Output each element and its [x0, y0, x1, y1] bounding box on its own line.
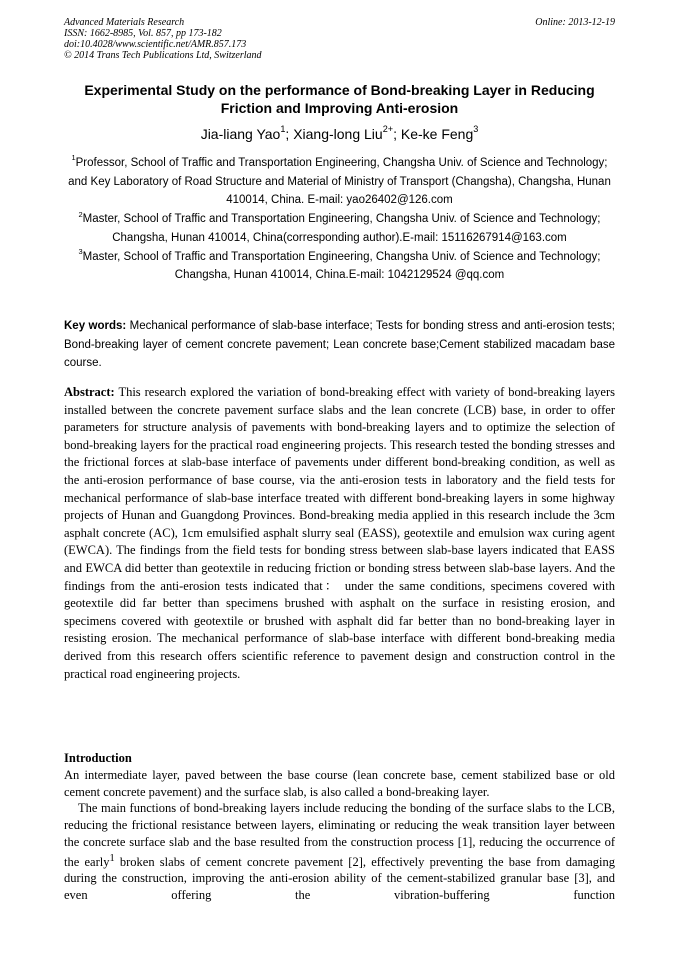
abstract-text: This research explored the variation of bond-breaking effect with variety of bond-breaking layers installed between the concrete pavement surface slabs and the lean concrete (LCB) base, in order to offer parameters for structure analysis of pavements with bond-breaking layers and to optimize the selection of bond-breaking layers for the practical road engineering projects. This research tested the bonding stresses and the frictional forces at slab-base interface of pavements under different bond-breaking condition, as well as the anti-erosion performance of base course, via the anti-erosion tests in laboratory and the field tests for mechanical performance of slab-base interface treated with different bond-breaking layers in some highway projects of Hunan and Guangdong Provinces. Bond-breaking media applied in this research include the 3cm asphalt concrete (AC), 1cm emulsified asphalt slurry seal (EASS), geotextile and emulsion wax curing agent (EWCA). The findings from the field tests for bonding stress between slab-base layers indicated that EASS and EWCA did better than geotextile in reducing friction or bonding stress between slab-base layers. And the findings from the anti-erosion tests indicated that： under the same conditions, specimens covered with geotextile did far better than specimens brushed with asphalt on the surface in resisting erosion, and specimens covered with geotextile or brushed with asphalt did far better than no bond-breaking layer in resisting erosion. The mechanical performance of slab-base interface with different bond-breaking media derived from this research offers scientific reference to pavement design and construction control in the practical road engineering projects.: [64, 385, 615, 681]
author-name: Xiang-long Liu: [293, 126, 383, 142]
footnote-marker: 1: [109, 852, 115, 864]
issn-line: ISSN: 1662-8985, Vol. 857, pp 173-182: [64, 28, 222, 39]
paragraph-text: The main functions of bond-breaking layers include reducing the bonding of the surface slabs to the LCB, reducing the frictional resistance between layers, eliminating or reducing the weak transition layer between the concrete surface slab and the base resulted from the construction process [1], reducing the occurrence of the early: [64, 801, 615, 869]
paragraph-text: broken slabs of cement concrete pavement [2], effectively preventing the base from damaging during the construction, improving the anti-erosion ability of the cement-stabilized granular base [3], and even offering the vibration-buffering function: [64, 854, 615, 903]
journal-header: [64, 17, 262, 61]
affiliation: [64, 248, 615, 285]
author-name: Jia-liang Yao: [200, 126, 281, 142]
affiliation: [64, 154, 615, 210]
section-heading: Introduction: [64, 751, 132, 765]
paragraph: An intermediate layer, paved between the base course (lean concrete base, cement stabilized base or old cement concrete pavement) and the surface slab, is also called a bond-breaking layer.: [64, 768, 615, 799]
affiliation-sup: 3: [78, 246, 83, 256]
keywords-label: Key words:: [64, 320, 127, 332]
doi-line: doi:10.4028/www.scientific.net/AMR.857.173: [64, 39, 247, 50]
author-sup: 2+: [382, 124, 394, 135]
author-sup: 1: [280, 124, 286, 135]
affiliations: [64, 154, 615, 285]
author-sep: ;: [393, 126, 401, 142]
affiliation-text: Professor, School of Traffic and Transportation Engineering, Changsha Univ. of Science and Technology; and Key Laboratory of Road Structure and Material of Ministry of Transport (Changsha), Changsha, Hunan 410014, China. E-mail: yao26402@126.com: [68, 157, 611, 207]
affiliation: [64, 210, 615, 247]
author-sup: 3: [473, 124, 479, 135]
keywords-text: Mechanical performance of slab-base interface; Tests for bonding stress and anti-erosion tests; Bond-breaking layer of cement concrete pavement; Lean concrete base;Cement stabilized macadam base course.: [64, 320, 615, 369]
copyright-line: © 2014 Trans Tech Publications Ltd, Switzerland: [64, 50, 262, 61]
paper-title: Experimental Study on the performance of Bond-breaking Layer in Reducing Friction and Improving Anti-erosion: [84, 82, 595, 116]
affiliation-sup: 2: [78, 209, 83, 219]
author-name: Ke-ke Feng: [400, 126, 474, 142]
abstract-label: Abstract:: [64, 385, 115, 399]
online-date: Online: 2013-12-19: [535, 17, 615, 28]
affiliation-text: Master, School of Traffic and Transportation Engineering, Changsha Univ. of Science and Technology; Changsha, Hunan 410014, China.E-mail: 1042129524 @qq.com: [82, 250, 601, 282]
abstract: [64, 384, 615, 683]
introduction-body: [64, 767, 615, 904]
keywords: [64, 317, 615, 373]
paragraph: [64, 800, 615, 903]
author-sep: ;: [285, 126, 294, 142]
affiliation-text: Master, School of Traffic and Transportation Engineering, Changsha Univ. of Science and Technology; Changsha, Hunan 410014, China(corresponding author).E-mail: 15116267914@163.com: [82, 213, 601, 244]
journal-name: Advanced Materials Research: [64, 17, 185, 28]
author-list: [64, 125, 615, 143]
affiliation-sup: 1: [71, 153, 76, 163]
